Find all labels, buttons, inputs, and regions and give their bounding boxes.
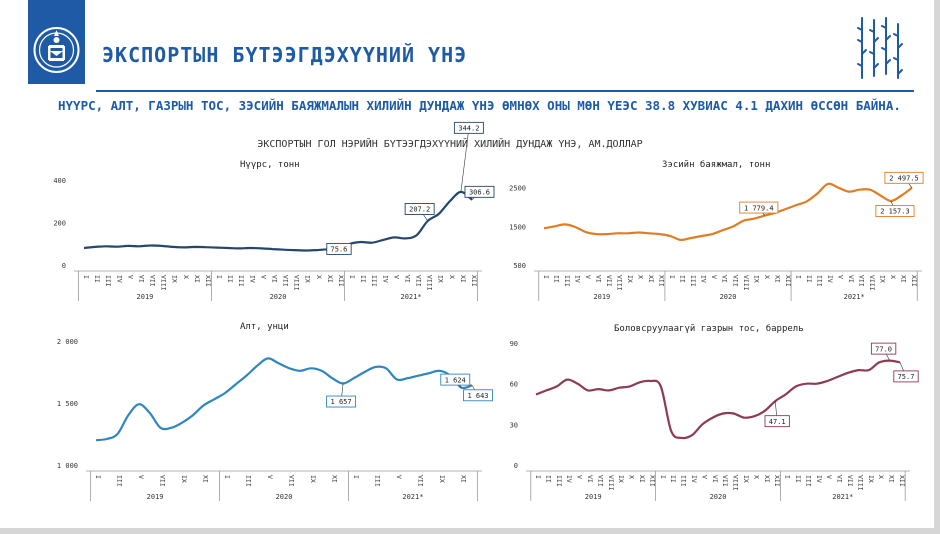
oil-price-xtick-label: VI <box>835 475 844 483</box>
gold-price-xtick-label: XI <box>201 475 210 483</box>
copper-price-xtick-label: VIII <box>867 275 876 291</box>
oil-price-xtick-label: XI <box>887 475 896 483</box>
copper-price-series-line <box>544 184 912 240</box>
copper-price-xtick-label: XI <box>899 275 908 283</box>
gold-price-chart <box>20 333 489 503</box>
copper-price-xtick-label: IV <box>573 275 582 283</box>
coal-price-xtick-label: IV <box>381 275 390 283</box>
oil-price-xtick-label: III <box>804 475 813 487</box>
soyombo-emblem-icon <box>28 0 85 84</box>
oil-price-xtick-label: IX <box>742 475 750 483</box>
coal-price-ytick-label: 400 <box>53 177 66 185</box>
coal-price-xtick-label: V <box>392 275 401 279</box>
oil-price-xtick-label: XII <box>773 475 782 487</box>
oil-price-xtick-label: X <box>627 475 636 479</box>
coal-price-series-line <box>84 192 472 251</box>
chart-panel-title: ЭКСПОРТЫН ГОЛ НЭРИЙН БҮТЭЭГДЭХҮҮНИЙ ХИЛИЙН ДУНДАЖ ҮНЭ, АМ.ДОЛЛАР <box>257 139 643 150</box>
oil-price-xtick-label: II <box>794 475 802 483</box>
coal-price-ytick-label: 200 <box>53 219 66 228</box>
copper-price-xtick-label: I <box>668 275 677 279</box>
oil-price-xtick-label: XI <box>762 475 771 483</box>
coal-price-xtick-label: II <box>359 275 368 283</box>
coal-price-xtick-label: I <box>215 275 224 279</box>
coal-price-year-label: 2019 <box>136 293 154 301</box>
copper-price-xtick-label: II <box>804 275 813 283</box>
oil-price-xtick-label: I <box>783 475 792 479</box>
copper-price-xtick-label: I <box>542 275 550 279</box>
oil-price-ytick-label: 30 <box>509 421 518 430</box>
coal-price-xtick-label: III <box>237 275 246 287</box>
gold-price-xtick-label: XI <box>459 475 468 483</box>
copper-price-ytick-label: 500 <box>513 262 526 270</box>
gold-price-data-label: 1 624 <box>444 376 466 385</box>
oil-price-xtick-label: X <box>877 475 886 479</box>
coal-price-xtick-label: I <box>82 275 90 279</box>
gold-price-ytick-label: 1 500 <box>56 400 78 408</box>
gold-price-series-line <box>96 358 472 440</box>
copper-price-xtick-label: III <box>563 275 572 287</box>
coal-price-year-label: 2021* <box>400 293 422 301</box>
oil-price-xtick-label: X <box>752 475 761 479</box>
gold-price-xtick-label: I <box>351 475 360 479</box>
oil-price-xtick-label: VII <box>596 475 605 487</box>
copper-price-xtick-label: VII <box>857 275 866 287</box>
oil-price-xtick-label: IX <box>866 475 875 483</box>
copper-price-xtick-label: VIII <box>615 275 624 291</box>
oil-price-xtick-label: VIII <box>731 475 740 491</box>
gold-price-year-label: 2019 <box>146 493 164 501</box>
copper-price-xtick-label: XII <box>783 275 792 287</box>
copper-price-xtick-label: VI <box>720 275 729 283</box>
copper-price-xtick-label: VII <box>731 275 740 287</box>
copper-price-xtick-label: III <box>689 275 698 287</box>
copper-price-year-label: 2019 <box>593 293 611 301</box>
slide-border-bottom <box>0 528 940 534</box>
copper-price-xtick-label: VI <box>846 275 855 283</box>
copper-price-xtick-label: X <box>888 275 897 279</box>
coal-price-xtick-label: III <box>104 275 113 287</box>
coal-price-xtick-label: V <box>126 275 135 279</box>
copper-price-xtick-label: V <box>584 275 593 279</box>
copper-price-xtick-label: IX <box>752 275 761 283</box>
coal-price-data-label-leader <box>461 128 469 192</box>
coal-price-xtick-label: I <box>348 275 357 279</box>
gold-price-xtick-label: V <box>136 475 145 479</box>
gold-price-xtick-label: VII <box>158 475 167 487</box>
oil-price-xtick-label: VII <box>721 475 730 487</box>
copper-price-data-label: 2 497.5 <box>889 174 919 183</box>
coal-price-xtick-label: II <box>226 275 235 283</box>
coal-price-xtick-label: II <box>93 275 102 283</box>
gold-price-xtick-label: V <box>265 475 274 479</box>
oil-price-xtick-label: XII <box>898 475 906 487</box>
coal-price-xtick-label: XII <box>203 275 212 287</box>
gold-price-xtick-label: I <box>94 475 102 479</box>
coal-price-xtick-label: VI <box>137 275 146 283</box>
coal-price-xtick-label: VII <box>281 275 290 287</box>
coal-price-ytick-label: 0 <box>61 262 66 270</box>
gold-price-xtick-label: III <box>373 475 382 487</box>
oil-price-xtick-label: III <box>679 475 688 487</box>
copper-price-xtick-label: IV <box>825 275 834 283</box>
oil-price-series-line <box>536 361 900 438</box>
oil-price-xtick-label: V <box>575 475 584 479</box>
mongol-script-icon <box>852 14 912 84</box>
copper-price-xtick-label: III <box>815 275 824 287</box>
coal-price-xtick-label: VI <box>270 275 279 283</box>
oil-price-year-label: 2020 <box>709 493 727 501</box>
oil-price-xtick-label: IX <box>617 475 626 483</box>
gold-price-xtick-label: V <box>394 475 403 479</box>
gold-price-xtick-label: VII <box>287 475 296 487</box>
oil-price-xtick-label: VI <box>710 475 719 483</box>
oil-price-xtick-label: V <box>700 475 709 479</box>
gold-price-year-label: 2021* <box>402 493 424 501</box>
coal-chart-title: Нүүрс, тонн <box>240 160 300 170</box>
copper-price-year-label: 2020 <box>719 293 737 301</box>
gold-price-data-label: 1 657 <box>330 398 352 407</box>
oil-price-xtick-label: II <box>544 475 553 483</box>
copper-price-xtick-label: X <box>636 275 645 279</box>
gold-price-ytick-label: 1 000 <box>56 462 78 470</box>
coal-price-xtick-label: XII <box>470 275 478 287</box>
gold-price-xtick-label: III <box>115 475 124 487</box>
copper-price-xtick-label: XI <box>773 275 782 283</box>
oil-price-ytick-label: 90 <box>509 340 518 348</box>
page-title: ЭКСПОРТЫН БҮТЭЭГДЭХҮҮНИЙ ҮНЭ <box>102 43 468 67</box>
oil-price-xtick-label: V <box>825 475 834 479</box>
oil-price-xtick-label: IV <box>690 475 698 483</box>
gold-price-xtick-label: IX <box>308 475 317 483</box>
gold-price-data-label: 1 643 <box>467 391 489 400</box>
title-underline <box>96 90 914 92</box>
coal-price-xtick-label: VIII <box>159 275 168 291</box>
copper-price-xtick-label: VIII <box>741 275 750 291</box>
coal-price-xtick-label: VIII <box>425 275 434 291</box>
copper-price-xtick-label: IX <box>878 275 887 283</box>
copper-price-xtick-label: I <box>794 275 803 279</box>
oil-price-xtick-label: II <box>669 475 678 483</box>
coal-price-xtick-label: IV <box>248 275 257 283</box>
coal-price-xtick-label: XI <box>325 275 334 283</box>
oil-price-ytick-label: 0 <box>513 462 518 470</box>
copper-price-data-label: 1 779.4 <box>744 204 774 213</box>
oil-price-year-label: 2019 <box>584 493 602 501</box>
coal-price-data-label: 306.6 <box>468 188 491 197</box>
oil-chart-title: Боловсруулаагүй газрын тос, баррель <box>614 324 804 334</box>
copper-price-ytick-label: 2500 <box>509 184 526 193</box>
coal-price-xtick-label: X <box>314 275 323 279</box>
copper-price-chart <box>500 170 925 305</box>
slide-border-right <box>934 0 940 534</box>
gold-price-xtick-label: III <box>244 475 253 487</box>
coal-price-xtick-label: IX <box>303 275 312 283</box>
gold-price-year-label: 2020 <box>275 493 293 501</box>
copper-chart-title: Зэсийн баяжмал, тонн <box>662 160 771 170</box>
oil-price-xtick-label: VII <box>846 475 854 487</box>
coal-price-xtick-label: VI <box>403 275 412 283</box>
copper-price-xtick-label: XI <box>647 275 656 283</box>
coal-price-xtick-label: IV <box>115 275 124 283</box>
gold-price-xtick-label: I <box>222 475 231 479</box>
gold-chart-title: Алт, унци <box>240 322 289 332</box>
copper-price-xtick-label: V <box>836 275 845 279</box>
gold-price-xtick-label: IX <box>179 475 188 483</box>
copper-price-xtick-label: IV <box>699 275 708 283</box>
coal-price-xtick-label: IX <box>436 275 445 283</box>
coal-price-xtick-label: III <box>370 275 379 287</box>
copper-price-ytick-label: 1500 <box>509 223 526 232</box>
coal-price-data-label: 207.2 <box>409 205 431 214</box>
coal-price-xtick-label: VII <box>148 275 157 287</box>
coal-price-xtick-label: X <box>447 275 456 279</box>
coal-price-xtick-label: XII <box>336 275 345 287</box>
coal-price-year-label: 2020 <box>269 293 287 301</box>
copper-price-xtick-label: XII <box>657 275 666 287</box>
coal-price-xtick-label: XI <box>192 275 201 283</box>
oil-price-data-label: 75.7 <box>897 373 915 382</box>
oil-price-year-label: 2021* <box>832 493 854 501</box>
gold-price-xtick-label: XI <box>330 475 339 483</box>
coal-price-xtick-label: VII <box>414 275 423 287</box>
oil-price-xtick-label: I <box>534 475 542 479</box>
copper-price-xtick-label: II <box>678 275 687 283</box>
copper-price-xtick-label: X <box>762 275 771 279</box>
gold-price-xtick-label: IX <box>437 475 446 483</box>
copper-price-xtick-label: XII <box>910 275 918 287</box>
copper-price-xtick-label: II <box>552 275 561 283</box>
copper-price-year-label: 2021* <box>843 293 865 301</box>
copper-price-xtick-label: VI <box>594 275 603 283</box>
oil-price-xtick-label: IV <box>565 475 574 483</box>
coal-price-xtick-label: XI <box>458 275 467 283</box>
coal-price-data-label: 75.6 <box>330 245 348 254</box>
oil-price-chart <box>500 333 925 503</box>
copper-price-xtick-label: V <box>710 275 719 279</box>
gold-price-xtick-label: VII <box>416 475 425 487</box>
oil-price-ytick-label: 60 <box>509 380 518 389</box>
oil-price-xtick-label: IV <box>814 475 823 483</box>
oil-price-xtick-label: VI <box>586 475 594 483</box>
oil-price-xtick-label: VIII <box>606 475 615 491</box>
coal-price-xtick-label: IX <box>170 275 179 283</box>
coal-price-xtick-label: VIII <box>292 275 301 291</box>
coal-price-xtick-label: X <box>181 275 190 279</box>
oil-price-xtick-label: XII <box>648 475 657 487</box>
oil-price-xtick-label: XI <box>638 475 646 483</box>
oil-price-data-label: 47.1 <box>768 417 786 426</box>
copper-price-xtick-label: IX <box>626 275 635 283</box>
gold-price-ytick-label: 2 000 <box>56 338 78 346</box>
copper-price-data-label: 2 157.3 <box>880 207 910 216</box>
copper-price-xtick-label: VII <box>605 275 614 287</box>
oil-price-xtick-label: III <box>554 475 563 487</box>
coal-price-xtick-label: V <box>259 275 268 279</box>
coal-price-data-label: 344.2 <box>458 124 480 133</box>
oil-price-xtick-label: I <box>658 475 667 479</box>
summary-text: НҮҮРС, АЛТ, ГАЗРЫН ТОС, ЗЭСИЙН БАЯЖМАЛЫН ХИЛИЙН ДУНДАЖ ҮНЭ ӨМНӨХ ОНЫ МӨН ҮЕЭС 38.8 ХУВИАС 4.1 ДАХИН ӨССӨН БАЙНА. <box>58 98 901 113</box>
oil-price-xtick-label: VIII <box>856 475 865 491</box>
oil-price-data-label: 77.0 <box>875 345 893 354</box>
